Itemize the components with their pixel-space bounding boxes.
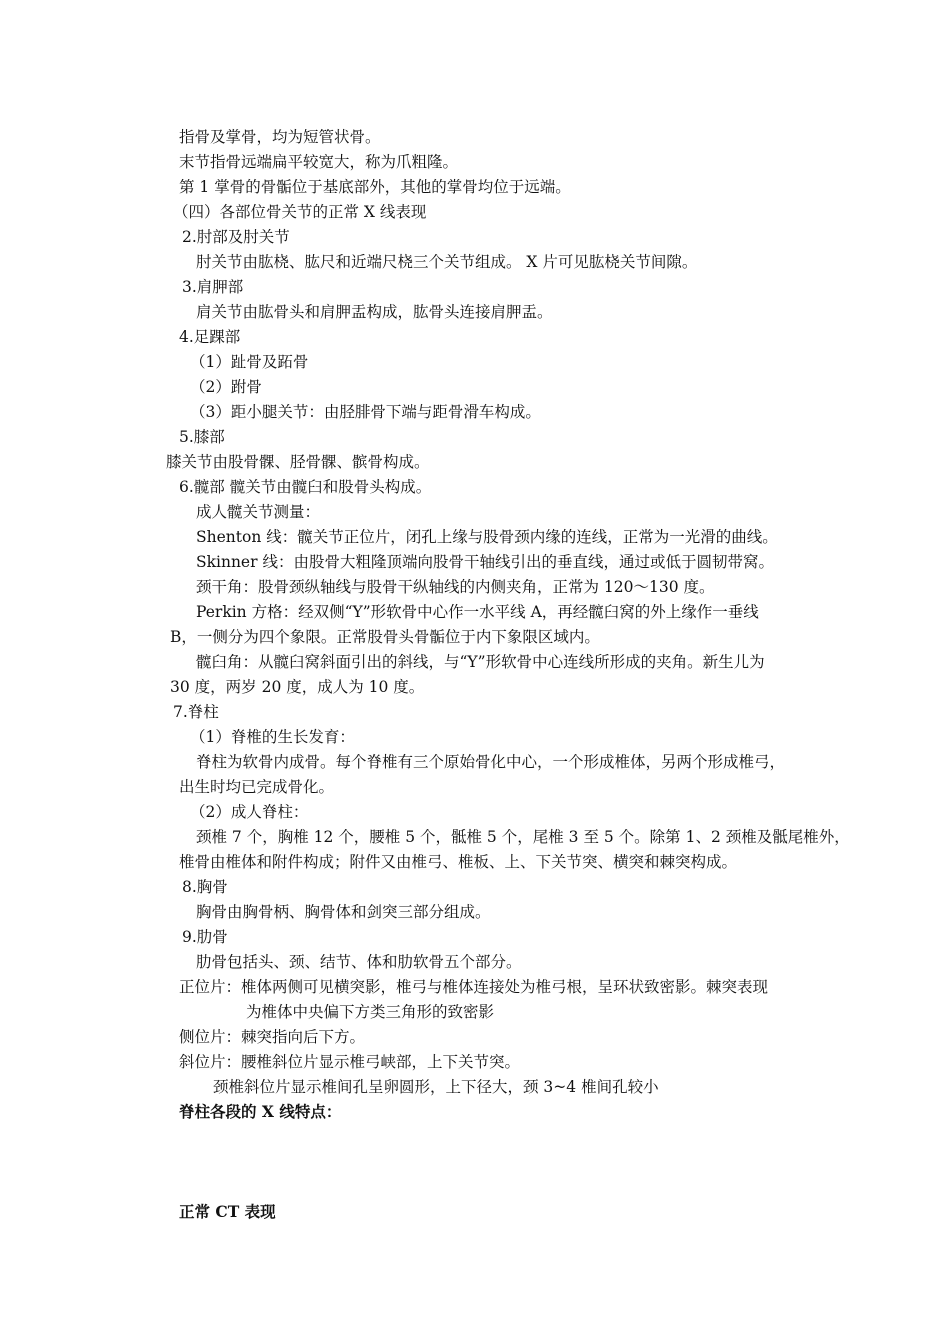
text-line: 颈干角：股骨颈纵轴线与股骨干纵轴线的内侧夹角，正常为 120～130 度。 [196, 578, 715, 596]
text-line: 肋骨包括头、颈、结节、体和肋软骨五个部分。 [196, 953, 522, 971]
bold-heading: 正常 CT 表现 [179, 1202, 276, 1221]
text-line: 椎骨由椎体和附件构成；附件又由椎弓、椎板、上、下关节突、横突和棘突构成。 [179, 853, 738, 871]
text-line: 颈椎斜位片显示椎间孔呈卵圆形，上下径大，颈 3~4 椎间孔较小 [213, 1078, 659, 1096]
list-item: （2）跗骨 [190, 378, 262, 396]
text-line: 出生时均已完成骨化。 [179, 778, 335, 796]
list-item: （1）脊椎的生长发育： [190, 728, 355, 746]
subsection-heading: 7.脊柱 [173, 703, 219, 721]
text-line: 斜位片：腰椎斜位片显示椎弓峡部，上下关节突。 [179, 1053, 521, 1071]
bold-heading: 脊柱各段的 X 线特点： [179, 1102, 342, 1121]
list-item: （2）成人脊柱： [190, 803, 309, 821]
text-line: Perkin 方格：经双侧“Y”形软骨中心作一水平线 A，再经髋臼窝的外上缘作一垂线 [196, 603, 759, 621]
text-line: 成人髋关节测量： [196, 503, 321, 521]
subsection-heading: 3.肩胛部 [182, 278, 244, 296]
text-line: 为椎体中央偏下方类三角形的致密影 [246, 1003, 495, 1021]
text-line: 胸骨由胸骨柄、胸骨体和剑突三部分组成。 [196, 903, 491, 921]
text-line: 膝关节由股骨髁、胫骨髁、髌骨构成。 [166, 453, 430, 471]
subsection-heading: 4.足踝部 [179, 328, 241, 346]
subsection-heading: 5.膝部 [179, 428, 225, 446]
text-line: 第 1 掌骨的骨骺位于基底部外，其他的掌骨均位于远端。 [179, 178, 571, 196]
text-line: 髋臼角：从髋臼窝斜面引出的斜线，与“Y”形软骨中心连线所形成的夹角。新生儿为 [196, 653, 765, 671]
list-item: （1）趾骨及跖骨 [190, 353, 309, 371]
section-heading: （四）各部位骨关节的正常 X 线表现 [173, 203, 427, 221]
list-item: （3）距小腿关节：由胫腓骨下端与距骨滑车构成。 [190, 403, 541, 421]
text-line: 颈椎 7 个，胸椎 12 个，腰椎 5 个，骶椎 5 个，尾椎 3 至 5 个。除第 1、2 颈椎及骶尾椎外， [196, 828, 850, 846]
text-line: B，一侧分为四个象限。正常股骨头骨骺位于内下象限区域内。 [170, 628, 600, 646]
text-line: 肩关节由肱骨头和肩胛盂构成，肱骨头连接肩胛盂。 [196, 303, 553, 321]
text-line: 末节指骨远端扁平较宽大，称为爪粗隆。 [179, 153, 459, 171]
subsection-heading: 6.髋部 髋关节由髋臼和股骨头构成。 [179, 478, 432, 496]
text-line: Shenton 线：髋关节正位片，闭孔上缘与股骨颈内缘的连线，正常为一光滑的曲线。 [196, 528, 778, 546]
subsection-heading: 8.胸骨 [182, 878, 228, 896]
subsection-heading: 2.肘部及肘关节 [182, 228, 290, 246]
text-line: 30 度，两岁 20 度，成人为 10 度。 [170, 678, 425, 696]
text-line: 指骨及掌骨，均为短管状骨。 [179, 128, 381, 146]
text-line: Skinner 线：由股骨大粗隆顶端向股骨干轴线引出的垂直线，通过或低于圆韧带窝。 [196, 553, 774, 571]
text-line: 脊柱为软骨内成骨。每个脊椎有三个原始骨化中心，一个形成椎体，另两个形成椎弓， [196, 753, 786, 771]
text-line: 肘关节由肱桡、肱尺和近端尺桡三个关节组成。 X 片可见肱桡关节间隙。 [196, 253, 698, 271]
text-line: 侧位片：棘突指向后下方。 [179, 1028, 366, 1046]
subsection-heading: 9.肋骨 [182, 928, 228, 946]
text-line: 正位片：椎体两侧可见横突影，椎弓与椎体连接处为椎弓根，呈环状致密影。棘突表现 [179, 978, 769, 996]
